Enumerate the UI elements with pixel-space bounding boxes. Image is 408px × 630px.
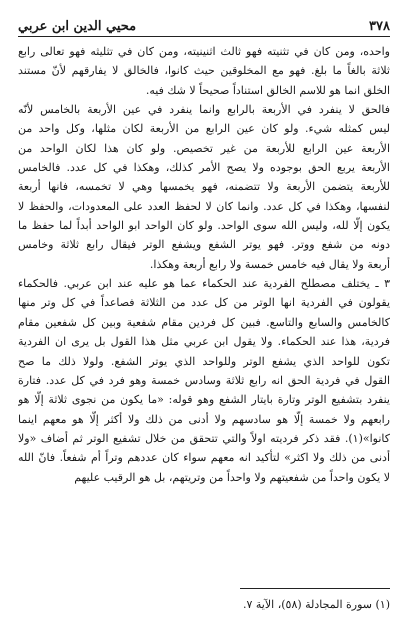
text-line: فالحق لا ينفرد في الأربعة بالرابع وانما ينفرد في عين الأربعة بالخامس لأنّه	[18, 103, 390, 117]
text-line: يقولون في الفردية انها الوتر من كل عدد من الثلاثة فصاعداً في كل وتر منها	[18, 296, 390, 310]
text-line: أدنى من ذلك ولا اكثر» لتأكيد انه معهم سواء كان عددهم وتراً أم شفعاً. فانّ الله	[18, 451, 390, 465]
text-line: القول في فردية الحق انه رابع ثلاثة وسادس خمسة وهو فرد في كل عدد. فتارة	[18, 373, 390, 387]
text-line: ثلاثة بالغاً ما بلغ. فهو مع المخلوقين حيث كانوا، فالخالق لا يفارقهم لأنّ مستند	[18, 64, 390, 78]
header-rule	[18, 36, 390, 37]
footnote: (١) سورة المجادلة (٥٨)، الآية ٧.	[242, 598, 390, 611]
running-title: محيي الدين ابن عربي	[18, 19, 137, 34]
text-line: الخلق انما هو للاسم الخالق استناداً صحيحاً لا شك فيه.	[145, 83, 390, 97]
text-line: كانوا»(١). فقد ذكر فرديته اولاً والتي تتحقق من خلال تشفيع الوتر ثم أضاف «ولا	[18, 431, 390, 445]
text-line: لنفسها، وهكذا في كل عدد. وانما كان لا لحفظ العدد على المعدودات، والحفظ لا	[18, 199, 390, 213]
text-line: ٣ ـ يختلف مصطلح الفردية عند الحكماء عما هو عليه عند ابن عربي. فالحكماء	[18, 277, 390, 291]
text-line: للأربعة يتضمن الأربعة ولا تتضمنه، فهو يخمسها وهي لا تخمسه، فانها أربعة	[18, 180, 390, 194]
text-line: الأربعة عين الرابع للأربعة من غير تخصيص. ولو كان هذا لكان الواحد من	[18, 141, 390, 155]
text-line: ينفرد بتشفيع الوتر وتارة بايتار الشفع وهو قوله: «ما يكون من نجوى ثلاثة إلّا هو	[18, 393, 390, 407]
text-line: فردية، هذا عند الحكماء. ولا يقول ابن عربي مثل هذا القول بل يرى ان الفردية	[18, 335, 390, 349]
page-header	[18, 8, 390, 34]
text-line: رابعهم ولا خمسة إلّا هو سادسهم ولا أدنى من ذلك ولا أكثر إلّا هو معهم اينما	[18, 412, 390, 426]
text-line: دونه من شفع ووتر. فهو يوتر الشفع ويشفع الوتر فيقال رابع ثلاثة وخامس	[18, 238, 390, 252]
text-line: تكون للواحد الذي يشفع الوتر وللواحد الذي يوتر الشفع. ولولا ذلك ما صح	[18, 354, 390, 368]
footnote-rule	[240, 588, 390, 589]
text-line: ليس كمثله شي‌ء. ولو كان عين الرابع من الأربعة لكان مثلها، وكل واحد من	[18, 122, 390, 136]
text-line: لا يكون واحداً من شفعيتهم ولا واحداً من وتريتهم، بل هو الرقيب عليهم	[74, 470, 390, 484]
text-line: كالخامس والسابع والتاسع. فبين كل فردين مقام شفعية وبين كل شفعين مقام	[18, 315, 390, 329]
text-line: الأربعة يربع الحق بوجوده ولا يصح الأمر كذلك، وهكذا في كل عدد. فالخامس	[18, 161, 390, 175]
body-text	[18, 42, 390, 487]
text-line: أربعة ولا يقال فيه خامس خمسة ولا رابع أربعة وهكذا.	[149, 257, 390, 271]
text-line: واحده، ومن كان في تثنيته فهو ثالث اثنينيته، ومن كان في تثليثه فهو تعالى رابع	[18, 45, 390, 58]
page-number: ٣٧٨	[369, 19, 390, 34]
text-line: يكون إلّا لله، وليس الله سوى الواحد. ولو كان الواحد ابو الواحد أبداً لما حفظ ما	[18, 219, 390, 233]
